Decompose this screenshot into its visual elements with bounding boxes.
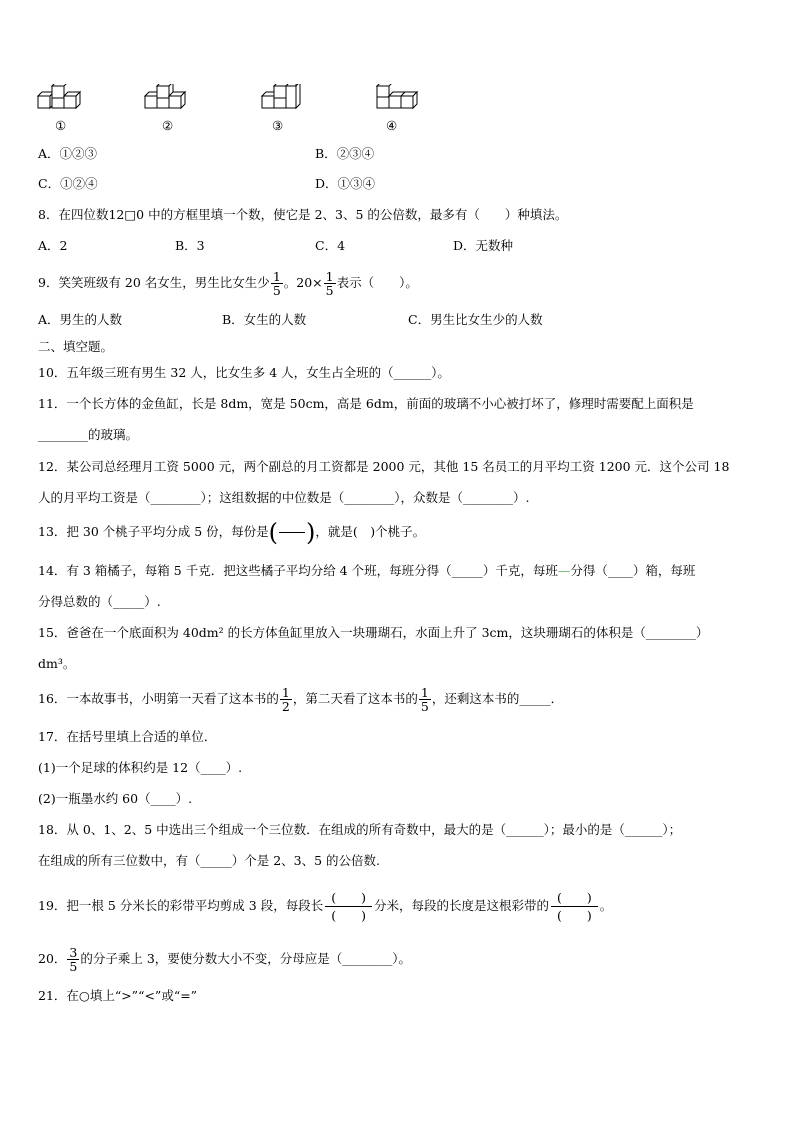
q19-text-c: 。 <box>599 898 613 913</box>
q7-option-c: C．①②④ <box>38 176 98 191</box>
fraction-numerator: 1 <box>420 685 429 700</box>
q8-text: 8．在四位数12□0 中的方框里填一个数，使它是 2、3、5 的公倍数，最多有（ ）种填法。 <box>38 207 568 222</box>
q8-option-b: B．3 <box>175 238 205 253</box>
q18-line-2: 在组成的所有三位数中，有（_____）个是 2、3、5 的公倍数. <box>38 853 381 868</box>
q7-option-b: B．②③④ <box>315 146 375 161</box>
fraction-denominator: 5 <box>272 283 281 298</box>
q8-option-d: D．无数种 <box>453 238 514 253</box>
fraction-numerator: ( ) <box>551 889 598 907</box>
q10-text: 10．五年级三班有男生 32 人，比女生多 4 人，女生占全班的（______）。 <box>38 365 450 380</box>
q9-text <box>38 268 418 298</box>
q19-fraction-2 <box>551 889 598 924</box>
fraction-numerator: 1 <box>281 685 290 700</box>
q16-text-c: ，还剩这本书的_____． <box>431 691 564 706</box>
q16-text-a: 16．一本故事书，小明第一天看了这本书的 <box>38 691 279 706</box>
q13-fraction <box>279 519 305 546</box>
q14-line-2: 分得总数的（_____）. <box>38 594 161 609</box>
q19-text-a: 19．把一根 5 分米长的彩带平均剪成 3 段，每段长 <box>38 898 324 913</box>
q12-line-1: 12．某公司总经理月工资 5000 元，两个副总的月工资都是 2000 元，其他 15 名员工的月平均工资 1200 元．这个公司 18 <box>38 459 730 474</box>
q21-text: 21．在○填上“>”“<”或“=” <box>38 988 198 1003</box>
q13-text <box>38 517 425 548</box>
fraction-denominator: 5 <box>420 699 429 714</box>
q19-text <box>38 888 612 924</box>
q15-line-2: dm³。 <box>38 656 76 671</box>
q8-option-c: C．4 <box>315 238 346 253</box>
fraction-denominator <box>279 533 305 546</box>
q20-fraction <box>67 946 79 973</box>
q9-fraction-1 <box>271 270 283 297</box>
q19-text-b: 分米，每段的长度是这根彩带的 <box>373 898 549 913</box>
figure-2-cubes <box>143 84 193 114</box>
figure-label-3: ③ <box>272 118 284 133</box>
q9-option-b: B．女生的人数 <box>222 312 307 327</box>
q11-line-1: 11．一个长方体的金鱼缸，长是 8dm，宽是 50cm，高是 6dm，前面的玻璃不小心被打坏了，修理时需要配上面积是 <box>38 396 694 411</box>
q17-title: 17．在括号里填上合适的单位． <box>38 729 217 744</box>
fraction-numerator: 3 <box>69 945 78 960</box>
q11-line-2: ________的玻璃。 <box>38 427 139 442</box>
q20-text <box>38 944 411 974</box>
q8-option-a: A．2 <box>38 238 68 253</box>
q13-text-a: 13．把 30 个桃子平均分成 5 份，每份是 <box>38 524 269 539</box>
q15-line-1: 15．爸爸在一个底面积为 40dm² 的长方体鱼缸里放入一块珊瑚石，水面上升了 3cm，这块珊瑚石的体积是（________） <box>38 625 709 640</box>
q16-text-b: ，第二天看了这本书的 <box>292 691 418 706</box>
fraction-denominator: ( ) <box>331 908 366 923</box>
q9-fraction-2 <box>324 270 336 297</box>
q12-line-2: 人的月平均工资是（________）；这组数据的中位数是（________），众数是（________）. <box>38 490 530 505</box>
q16-fraction-2 <box>419 686 431 713</box>
fraction-denominator: 5 <box>69 959 78 974</box>
q19-fraction-1 <box>325 889 372 924</box>
q16-fraction-1 <box>280 686 292 713</box>
figure-4-cubes <box>375 84 425 114</box>
q20-prefix: 20． <box>38 951 67 966</box>
fraction-denominator: ( ) <box>557 908 592 923</box>
q9-text-a: 9．笑笑班级有 20 名女生，男生比女生少 <box>38 275 270 290</box>
q18-line-1: 18．从 0、1、2、5 中选出三个组成一个三位数．在组成的所有奇数中，最大的是（______）；最小的是（______）； <box>38 822 682 837</box>
q14-dash: — <box>557 563 571 578</box>
q7-option-d: D．①③④ <box>315 176 376 191</box>
q17-item-1: (1)一个足球的体积约是 12（____）. <box>38 760 243 775</box>
fraction-numerator: 1 <box>272 269 281 284</box>
q20-text-body: 的分子乘上 3，要使分数大小不变，分母应是（________）。 <box>80 951 412 966</box>
q17-item-2: (2)一瓶墨水约 60（____）. <box>38 791 193 806</box>
figure-label-2: ② <box>162 118 174 133</box>
q7-option-a: A．①②③ <box>38 146 98 161</box>
q9-text-b: 。20× <box>283 275 323 290</box>
fraction-denominator: 2 <box>281 699 290 714</box>
q9-option-c: C．男生比女生少的人数 <box>408 312 543 327</box>
section-heading: 二、填空题。 <box>38 339 114 354</box>
fraction-numerator <box>279 519 305 533</box>
q14-line-1-a: 14．有 3 箱橘子，每箱 5 千克．把这些橘子平均分给 4 个班，每班分得（_____）千克，每班 <box>38 563 558 578</box>
fraction-denominator: 5 <box>325 283 334 298</box>
q13-text-b: ，就是( )个桃子。 <box>315 524 426 539</box>
q14-line-1 <box>38 563 695 579</box>
figure-3-cubes <box>260 84 310 114</box>
figure-1-cubes <box>36 84 86 114</box>
q13-close-paren: ) <box>306 518 316 547</box>
q13-open-paren: ( <box>268 518 279 547</box>
q9-option-a: A．男生的人数 <box>38 312 123 327</box>
q14-line-1-b: 分得（____）箱，每班 <box>570 563 696 578</box>
figure-label-1: ① <box>55 118 67 133</box>
fraction-numerator: ( ) <box>325 889 372 907</box>
q9-text-c: 表示（ ）。 <box>336 275 418 290</box>
figure-label-4: ④ <box>386 118 398 133</box>
q16-text <box>38 684 563 714</box>
fraction-numerator: 1 <box>325 269 334 284</box>
